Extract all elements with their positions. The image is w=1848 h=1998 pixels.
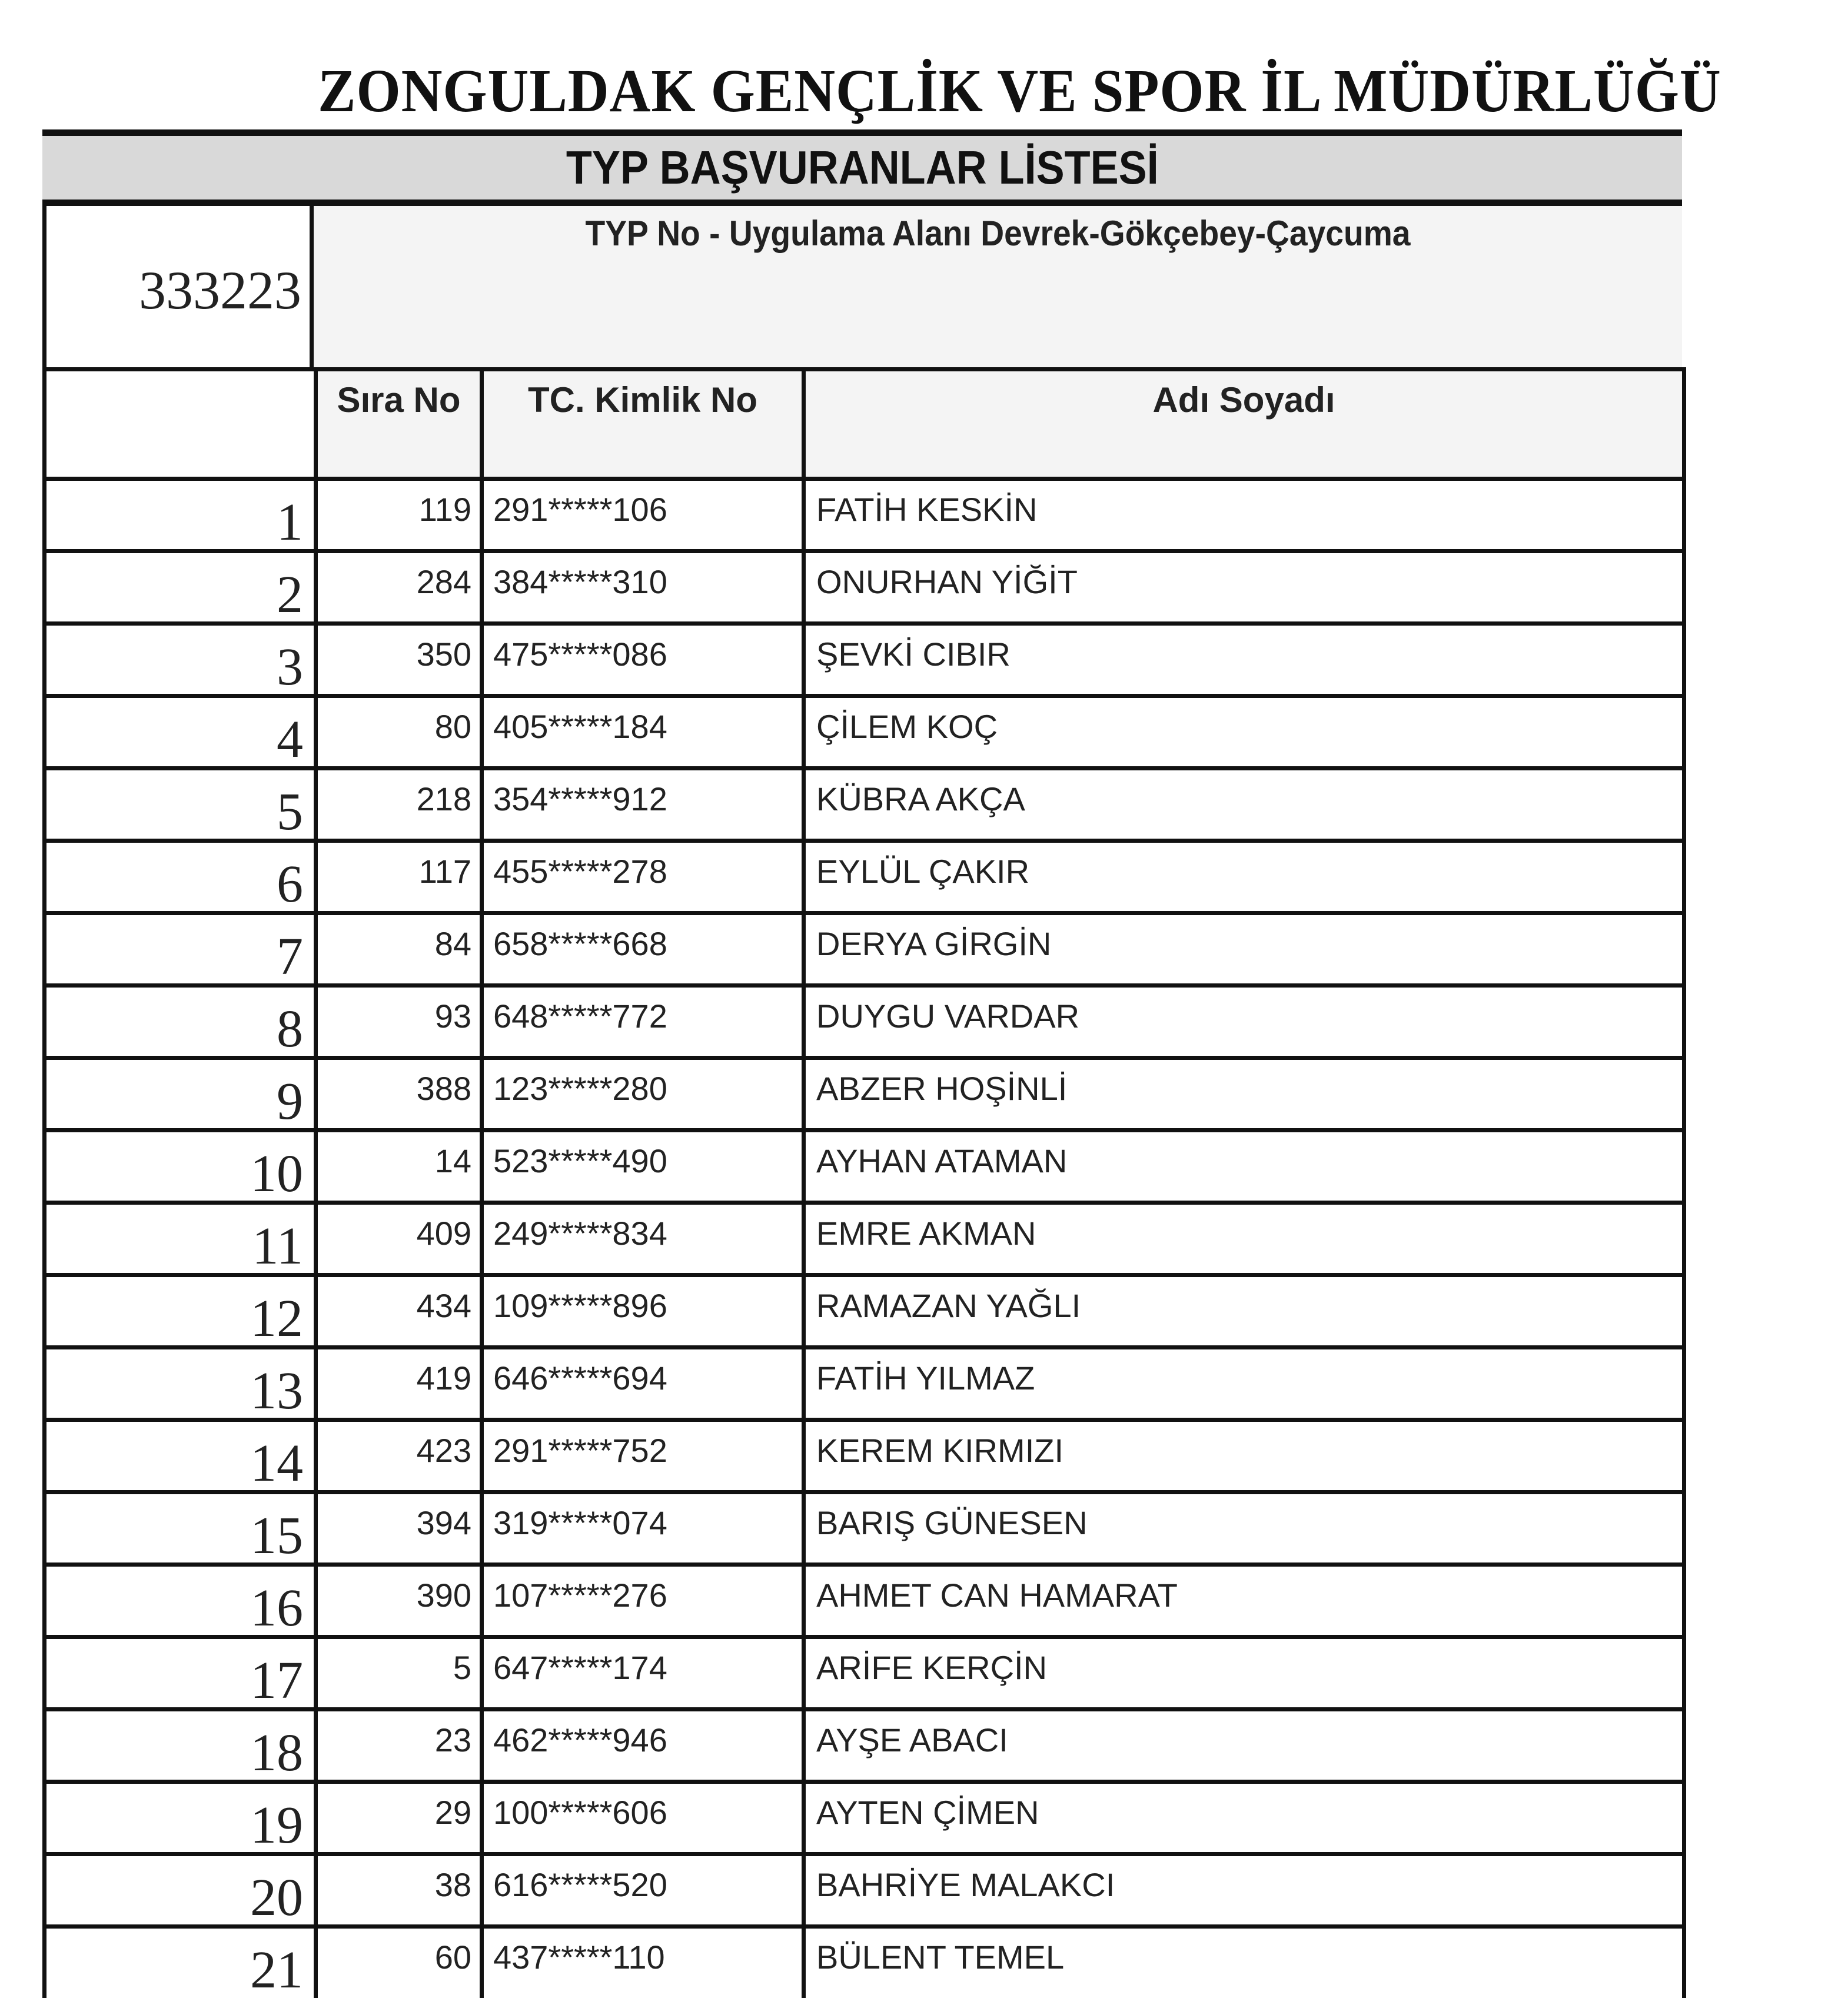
- row-index-text: 4: [277, 710, 303, 769]
- tc-kimlik-no-cell: [482, 1348, 804, 1420]
- sira-no-cell: [316, 913, 482, 986]
- adi-soyadi-cell-text: KEREM KIRMIZI: [816, 1432, 1064, 1469]
- table-row: [45, 1420, 1684, 1492]
- sira-no-cell-text: 117: [418, 853, 471, 890]
- sira-no-cell-text: 84: [434, 925, 471, 962]
- adi-soyadi-cell-text: DUYGU VARDAR: [816, 998, 1080, 1035]
- adi-soyadi-cell: [804, 1637, 1684, 1710]
- adi-soyadi-cell-text: ÇİLEM KOÇ: [816, 708, 998, 745]
- sira-no-cell-text: 93: [434, 998, 471, 1035]
- row-index-text: 9: [277, 1072, 303, 1131]
- adi-soyadi-cell-text: BÜLENT TEMEL: [816, 1939, 1065, 1976]
- adi-soyadi-cell-text: EYLÜL ÇAKIR: [816, 853, 1030, 890]
- adi-soyadi-cell-text: KÜBRA AKÇA: [816, 780, 1025, 817]
- sira-no-cell-text: 119: [418, 491, 471, 528]
- sira-no-cell-text: 14: [434, 1142, 471, 1179]
- tc-kimlik-no-cell: [482, 1131, 804, 1203]
- column-header-adi-soyadi: Adı Soyadı: [804, 370, 1684, 479]
- tc-kimlik-no-cell: [482, 913, 804, 986]
- tc-kimlik-no-cell: [482, 479, 804, 551]
- adi-soyadi-cell-text: ŞEVKİ CIBIR: [816, 636, 1011, 673]
- typ-caption: TYP No - Uygulama Alanı Devrek-Gökçebey-Çaycuma: [585, 214, 1411, 253]
- adi-soyadi-cell-text: AYŞE ABACI: [816, 1721, 1008, 1758]
- row-index: [45, 841, 316, 913]
- adi-soyadi-cell: [804, 769, 1684, 841]
- row-index-text: 17: [250, 1651, 303, 1710]
- sira-no-cell: [316, 1058, 482, 1131]
- sira-no-cell: [316, 1420, 482, 1492]
- table-row: [45, 551, 1684, 624]
- sira-no-cell-text: 284: [416, 563, 471, 600]
- sira-no-cell-text: 390: [416, 1577, 471, 1614]
- sira-no-cell: [316, 1275, 482, 1348]
- table-row: [45, 841, 1684, 913]
- sira-no-cell-text: 419: [416, 1359, 471, 1397]
- column-header-sira-no: Sıra No: [316, 370, 482, 479]
- adi-soyadi-cell: [804, 1854, 1684, 1927]
- sira-no-cell: [316, 696, 482, 769]
- adi-soyadi-cell: [804, 841, 1684, 913]
- row-index-text: 20: [250, 1869, 303, 1927]
- row-index-text: 13: [250, 1362, 303, 1420]
- adi-soyadi-cell-text: BAHRİYE MALAKCI: [816, 1866, 1115, 1903]
- table-row: [45, 1710, 1684, 1782]
- tc-kimlik-no-cell-text: 354*****912: [493, 780, 667, 817]
- row-index: [45, 1058, 316, 1131]
- adi-soyadi-cell-text: AYHAN ATAMAN: [816, 1142, 1068, 1179]
- tc-kimlik-no-cell-text: 291*****752: [493, 1432, 667, 1469]
- tc-kimlik-no-cell-text: 405*****184: [493, 708, 667, 745]
- tc-kimlik-no-cell: [482, 769, 804, 841]
- tc-kimlik-no-cell-text: 384*****310: [493, 563, 667, 600]
- adi-soyadi-cell: [804, 696, 1684, 769]
- sira-no-cell: [316, 551, 482, 624]
- table-row: [45, 1782, 1684, 1854]
- sira-no-cell: [316, 986, 482, 1058]
- row-index-text: 21: [250, 1941, 303, 1998]
- typ-number-cell: [42, 206, 314, 371]
- tc-kimlik-no-cell-text: 109*****896: [493, 1287, 667, 1324]
- tc-kimlik-no-cell-text: 658*****668: [493, 925, 667, 962]
- sira-no-cell-text: 394: [416, 1504, 471, 1541]
- sira-no-cell: [316, 479, 482, 551]
- applicants-table: [42, 367, 1686, 1998]
- sira-no-cell: [316, 1854, 482, 1927]
- row-index-text: 15: [250, 1507, 303, 1565]
- row-index: [45, 1420, 316, 1492]
- adi-soyadi-cell: [804, 1058, 1684, 1131]
- row-index: [45, 986, 316, 1058]
- row-index: [45, 1492, 316, 1565]
- tc-kimlik-no-cell-text: 647*****174: [493, 1649, 667, 1686]
- tc-kimlik-no-cell: [482, 1058, 804, 1131]
- row-index: [45, 1275, 316, 1348]
- sira-no-cell-text: 23: [434, 1721, 471, 1758]
- tc-kimlik-no-cell: [482, 624, 804, 696]
- adi-soyadi-cell-text: FATİH YILMAZ: [816, 1359, 1035, 1397]
- sira-no-cell: [316, 1637, 482, 1710]
- adi-soyadi-cell: [804, 551, 1684, 624]
- tc-kimlik-no-cell: [482, 1275, 804, 1348]
- table-row: [45, 1348, 1684, 1420]
- adi-soyadi-cell: [804, 1348, 1684, 1420]
- row-index: [45, 1854, 316, 1927]
- document-title: ZONGULDAK GENÇLİK VE SPOR İL MÜDÜRLÜĞÜ: [318, 57, 1721, 125]
- adi-soyadi-cell-text: EMRE AKMAN: [816, 1215, 1036, 1252]
- sira-no-cell: [316, 1131, 482, 1203]
- sira-no-cell: [316, 1492, 482, 1565]
- adi-soyadi-cell-text: ONURHAN YİĞİT: [816, 563, 1078, 600]
- tc-kimlik-no-cell-text: 648*****772: [493, 998, 667, 1035]
- table-row: [45, 1637, 1684, 1710]
- sira-no-cell-text: 38: [434, 1866, 471, 1903]
- tc-kimlik-no-cell: [482, 1710, 804, 1782]
- row-index-text: 19: [250, 1796, 303, 1854]
- adi-soyadi-cell-text: ABZER HOŞİNLİ: [816, 1070, 1068, 1107]
- tc-kimlik-no-cell-text: 123*****280: [493, 1070, 667, 1107]
- sira-no-cell: [316, 1927, 482, 1998]
- adi-soyadi-cell-text: AYTEN ÇİMEN: [816, 1794, 1039, 1831]
- tc-kimlik-no-cell-text: 462*****946: [493, 1721, 667, 1758]
- tc-kimlik-no-cell: [482, 1927, 804, 1998]
- row-index-text: 11: [252, 1217, 303, 1275]
- sira-no-cell: [316, 1348, 482, 1420]
- sira-no-cell-text: 388: [416, 1070, 471, 1107]
- sira-no-cell-text: 423: [416, 1432, 471, 1469]
- tc-kimlik-no-cell: [482, 1420, 804, 1492]
- table-row: [45, 1275, 1684, 1348]
- list-title: TYP BAŞVURANLAR LİSTESİ: [566, 141, 1159, 194]
- row-index: [45, 479, 316, 551]
- tc-kimlik-no-cell-text: 437*****110: [493, 1939, 665, 1976]
- row-index: [45, 624, 316, 696]
- row-index: [45, 551, 316, 624]
- adi-soyadi-cell: [804, 1565, 1684, 1637]
- row-index-text: 8: [277, 1000, 303, 1058]
- row-index-text: 16: [250, 1579, 303, 1637]
- row-index: [45, 1348, 316, 1420]
- typ-number: 333223: [139, 260, 301, 320]
- list-title-band: [42, 129, 1682, 206]
- table-row: [45, 1131, 1684, 1203]
- tc-kimlik-no-cell: [482, 551, 804, 624]
- row-index-text: 6: [277, 855, 303, 913]
- tc-kimlik-no-cell-text: 455*****278: [493, 853, 667, 890]
- tc-kimlik-no-cell-text: 100*****606: [493, 1794, 667, 1831]
- adi-soyadi-cell-text: RAMAZAN YAĞLI: [816, 1287, 1081, 1324]
- row-index-text: 5: [277, 783, 303, 841]
- column-header-index: [45, 370, 316, 479]
- adi-soyadi-cell: [804, 1203, 1684, 1275]
- tc-kimlik-no-cell: [482, 1637, 804, 1710]
- tc-kimlik-no-cell-text: 319*****074: [493, 1504, 667, 1541]
- table-row: [45, 479, 1684, 551]
- table-row: [45, 1058, 1684, 1131]
- sira-no-cell-text: 29: [434, 1794, 471, 1831]
- table-row: [45, 913, 1684, 986]
- row-index-text: 12: [250, 1289, 303, 1348]
- adi-soyadi-cell-text: AHMET CAN HAMARAT: [816, 1577, 1178, 1614]
- row-index: [45, 1927, 316, 1998]
- row-index: [45, 1131, 316, 1203]
- sira-no-cell: [316, 1710, 482, 1782]
- sira-no-cell-text: 60: [434, 1939, 471, 1976]
- adi-soyadi-cell-text: BARIŞ GÜNESEN: [816, 1504, 1088, 1541]
- tc-kimlik-no-cell-text: 475*****086: [493, 636, 667, 673]
- adi-soyadi-cell: [804, 1420, 1684, 1492]
- tc-kimlik-no-cell-text: 646*****694: [493, 1359, 667, 1397]
- row-index: [45, 769, 316, 841]
- table-row: [45, 986, 1684, 1058]
- sira-no-cell: [316, 1782, 482, 1854]
- sira-no-cell-text: 409: [416, 1215, 471, 1252]
- tc-kimlik-no-cell: [482, 1203, 804, 1275]
- sira-no-cell: [316, 769, 482, 841]
- adi-soyadi-cell: [804, 1710, 1684, 1782]
- sira-no-cell: [316, 624, 482, 696]
- table-row: [45, 1854, 1684, 1927]
- table-row: [45, 1927, 1684, 1998]
- sira-no-cell-text: 434: [416, 1287, 471, 1324]
- adi-soyadi-cell-text: FATİH KESKİN: [816, 491, 1038, 528]
- adi-soyadi-cell-text: ARİFE KERÇİN: [816, 1649, 1048, 1686]
- adi-soyadi-cell-text: DERYA GİRGİN: [816, 925, 1052, 962]
- adi-soyadi-cell: [804, 986, 1684, 1058]
- row-index-text: 10: [250, 1145, 303, 1203]
- row-index-text: 18: [250, 1724, 303, 1782]
- row-index-text: 3: [277, 638, 303, 696]
- table-header-row: [45, 370, 1684, 479]
- row-index: [45, 1710, 316, 1782]
- sira-no-cell: [316, 841, 482, 913]
- table-row: [45, 769, 1684, 841]
- tc-kimlik-no-cell: [482, 1492, 804, 1565]
- table-row: [45, 696, 1684, 769]
- row-index: [45, 1782, 316, 1854]
- row-index: [45, 1565, 316, 1637]
- sira-no-cell-text: 5: [453, 1649, 471, 1686]
- tc-kimlik-no-cell-text: 523*****490: [493, 1142, 667, 1179]
- tc-kimlik-no-cell: [482, 1565, 804, 1637]
- adi-soyadi-cell: [804, 1131, 1684, 1203]
- adi-soyadi-cell: [804, 479, 1684, 551]
- typ-caption-cell: [314, 206, 1682, 371]
- tc-kimlik-no-cell: [482, 696, 804, 769]
- tc-kimlik-no-cell: [482, 841, 804, 913]
- table-row: [45, 1492, 1684, 1565]
- adi-soyadi-cell: [804, 1275, 1684, 1348]
- table-row: [45, 1565, 1684, 1637]
- sira-no-cell: [316, 1565, 482, 1637]
- row-index-text: 7: [277, 927, 303, 986]
- sira-no-cell-text: 218: [416, 780, 471, 817]
- adi-soyadi-cell: [804, 1782, 1684, 1854]
- sira-no-cell-text: 350: [416, 636, 471, 673]
- tc-kimlik-no-cell-text: 107*****276: [493, 1577, 667, 1614]
- row-index-text: 14: [250, 1434, 303, 1492]
- tc-kimlik-no-cell-text: 249*****834: [493, 1215, 667, 1252]
- row-index: [45, 1637, 316, 1710]
- tc-kimlik-no-cell-text: 616*****520: [493, 1866, 667, 1903]
- tc-kimlik-no-cell-text: 291*****106: [493, 491, 667, 528]
- adi-soyadi-cell: [804, 1927, 1684, 1998]
- row-index-text: 1: [277, 493, 303, 551]
- table-row: [45, 1203, 1684, 1275]
- row-index: [45, 913, 316, 986]
- table-row: [45, 624, 1684, 696]
- tc-kimlik-no-cell: [482, 986, 804, 1058]
- tc-kimlik-no-cell: [482, 1782, 804, 1854]
- sira-no-cell-text: 80: [434, 708, 471, 745]
- adi-soyadi-cell: [804, 1492, 1684, 1565]
- column-header-tc-kimlik-no: TC. Kimlik No: [482, 370, 804, 479]
- row-index: [45, 1203, 316, 1275]
- adi-soyadi-cell: [804, 624, 1684, 696]
- row-index-text: 2: [277, 566, 303, 624]
- row-index: [45, 696, 316, 769]
- sira-no-cell: [316, 1203, 482, 1275]
- tc-kimlik-no-cell: [482, 1854, 804, 1927]
- adi-soyadi-cell: [804, 913, 1684, 986]
